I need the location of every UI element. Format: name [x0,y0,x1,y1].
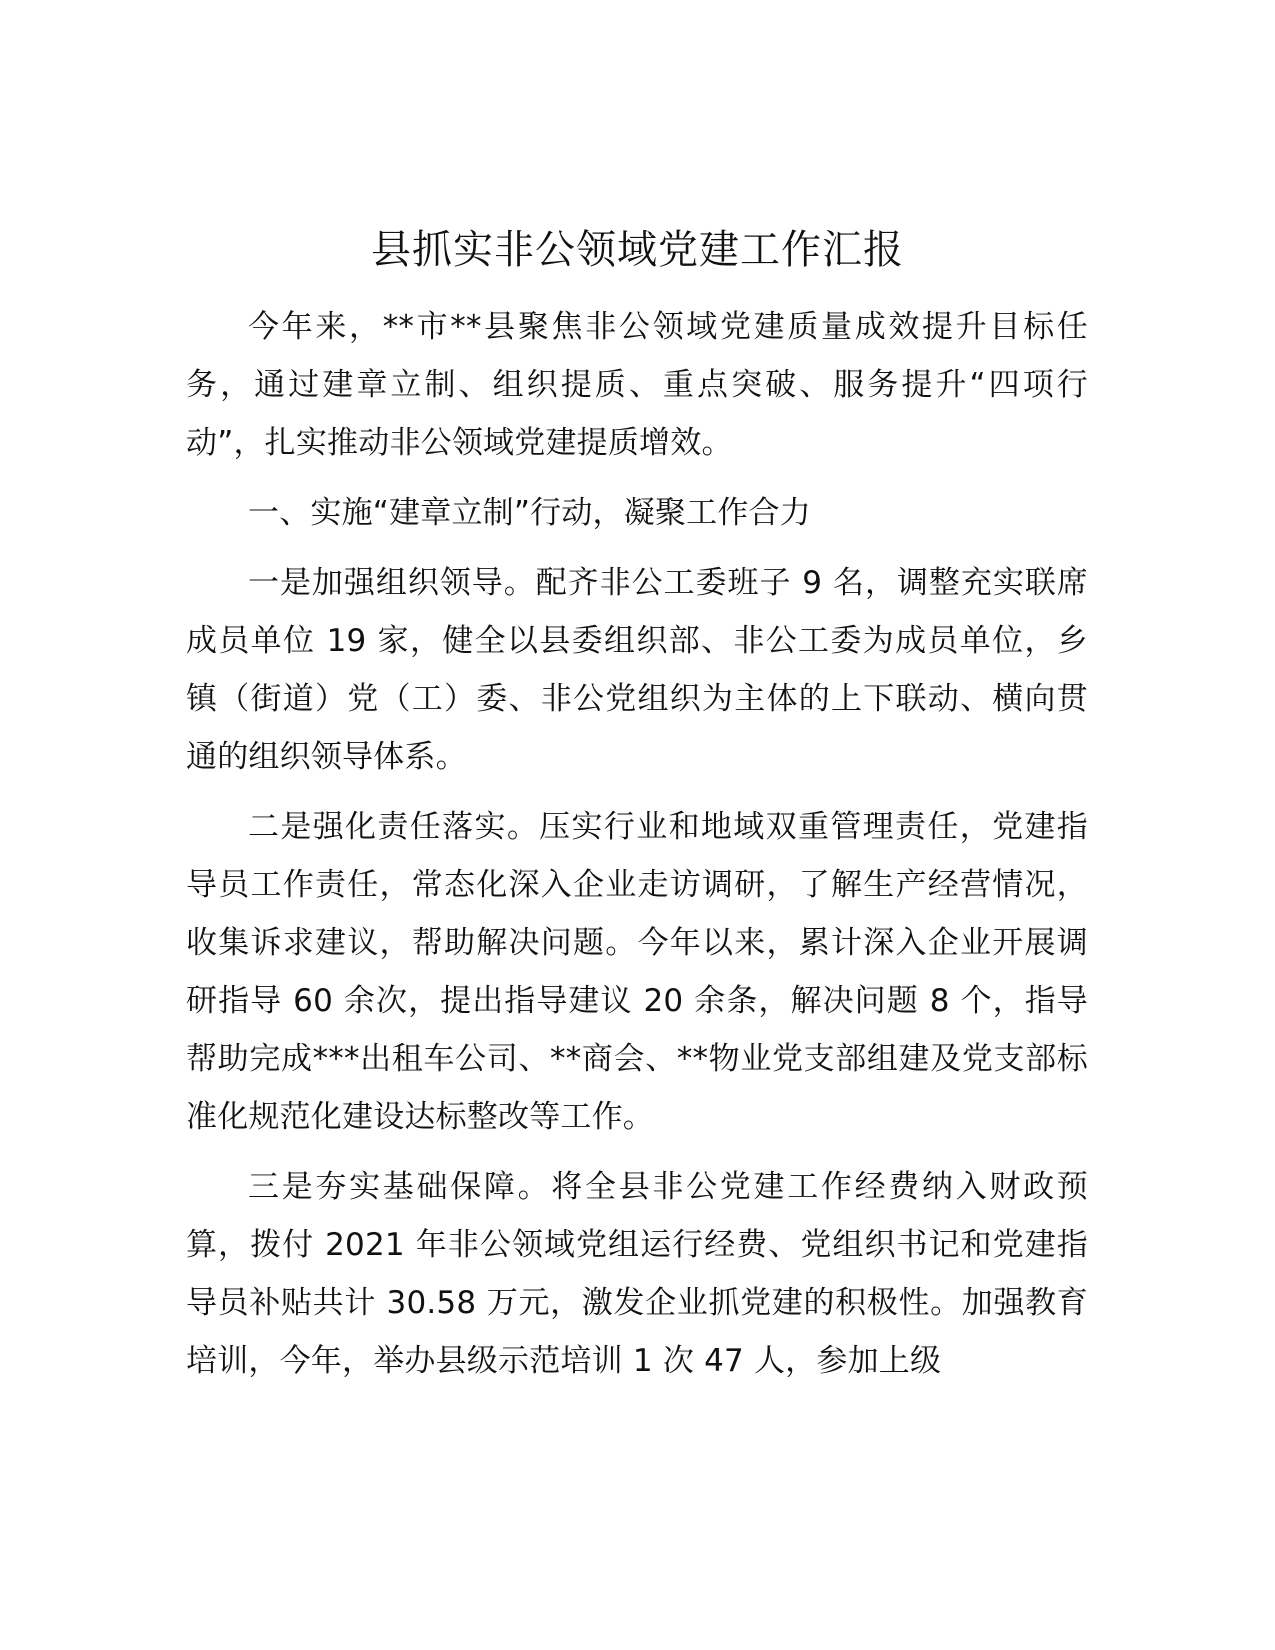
paragraph-organization-leadership: 一是加强组织领导。配齐非公工委班子 9 名，调整充实联席成员单位 19 家，健全以县委组织部、非公工委为成员单位，乡镇（街道）党（工）委、非公党组织为主体的上下联动、横向贯通的组织领导体系。 [186,565,1088,775]
section-heading-1: 一、实施“建章立制”行动，凝聚工作合力 [248,495,811,531]
document-body [186,298,1088,1402]
document-title: 县抓实非公领域党建工作汇报 [371,227,904,273]
paragraph-foundation-support: 三是夯实基础保障。将全县非公党建工作经费纳入财政预算，拨付 2021 年非公领域党组运行经费、党组织书记和党建指导员补贴共计 30.58 万元，激发企业抓党建的积极性。加强教育培训，今年，举办县级示范培训 1 次 47 人，参加上级 [186,1169,1088,1379]
intro-paragraph: 今年来，**市**县聚焦非公领域党建质量成效提升目标任务，通过建章立制、组织提质、重点突破、服务提升“四项行动”，扎实推动非公领域党建提质增效。 [186,309,1088,461]
paragraph-responsibility: 二是强化责任落实。压实行业和地域双重管理责任，党建指导员工作责任，常态化深入企业走访调研，了解生产经营情况，收集诉求建议，帮助解决问题。今年以来，累计深入企业开展调研指导 60 余次，提出指导建议 20 余条，解决问题 8 个，指导帮助完成***出租车公司、**商会、**物业党支部组建及党支部标准化规范化建设达标整改等工作。 [186,809,1088,1135]
